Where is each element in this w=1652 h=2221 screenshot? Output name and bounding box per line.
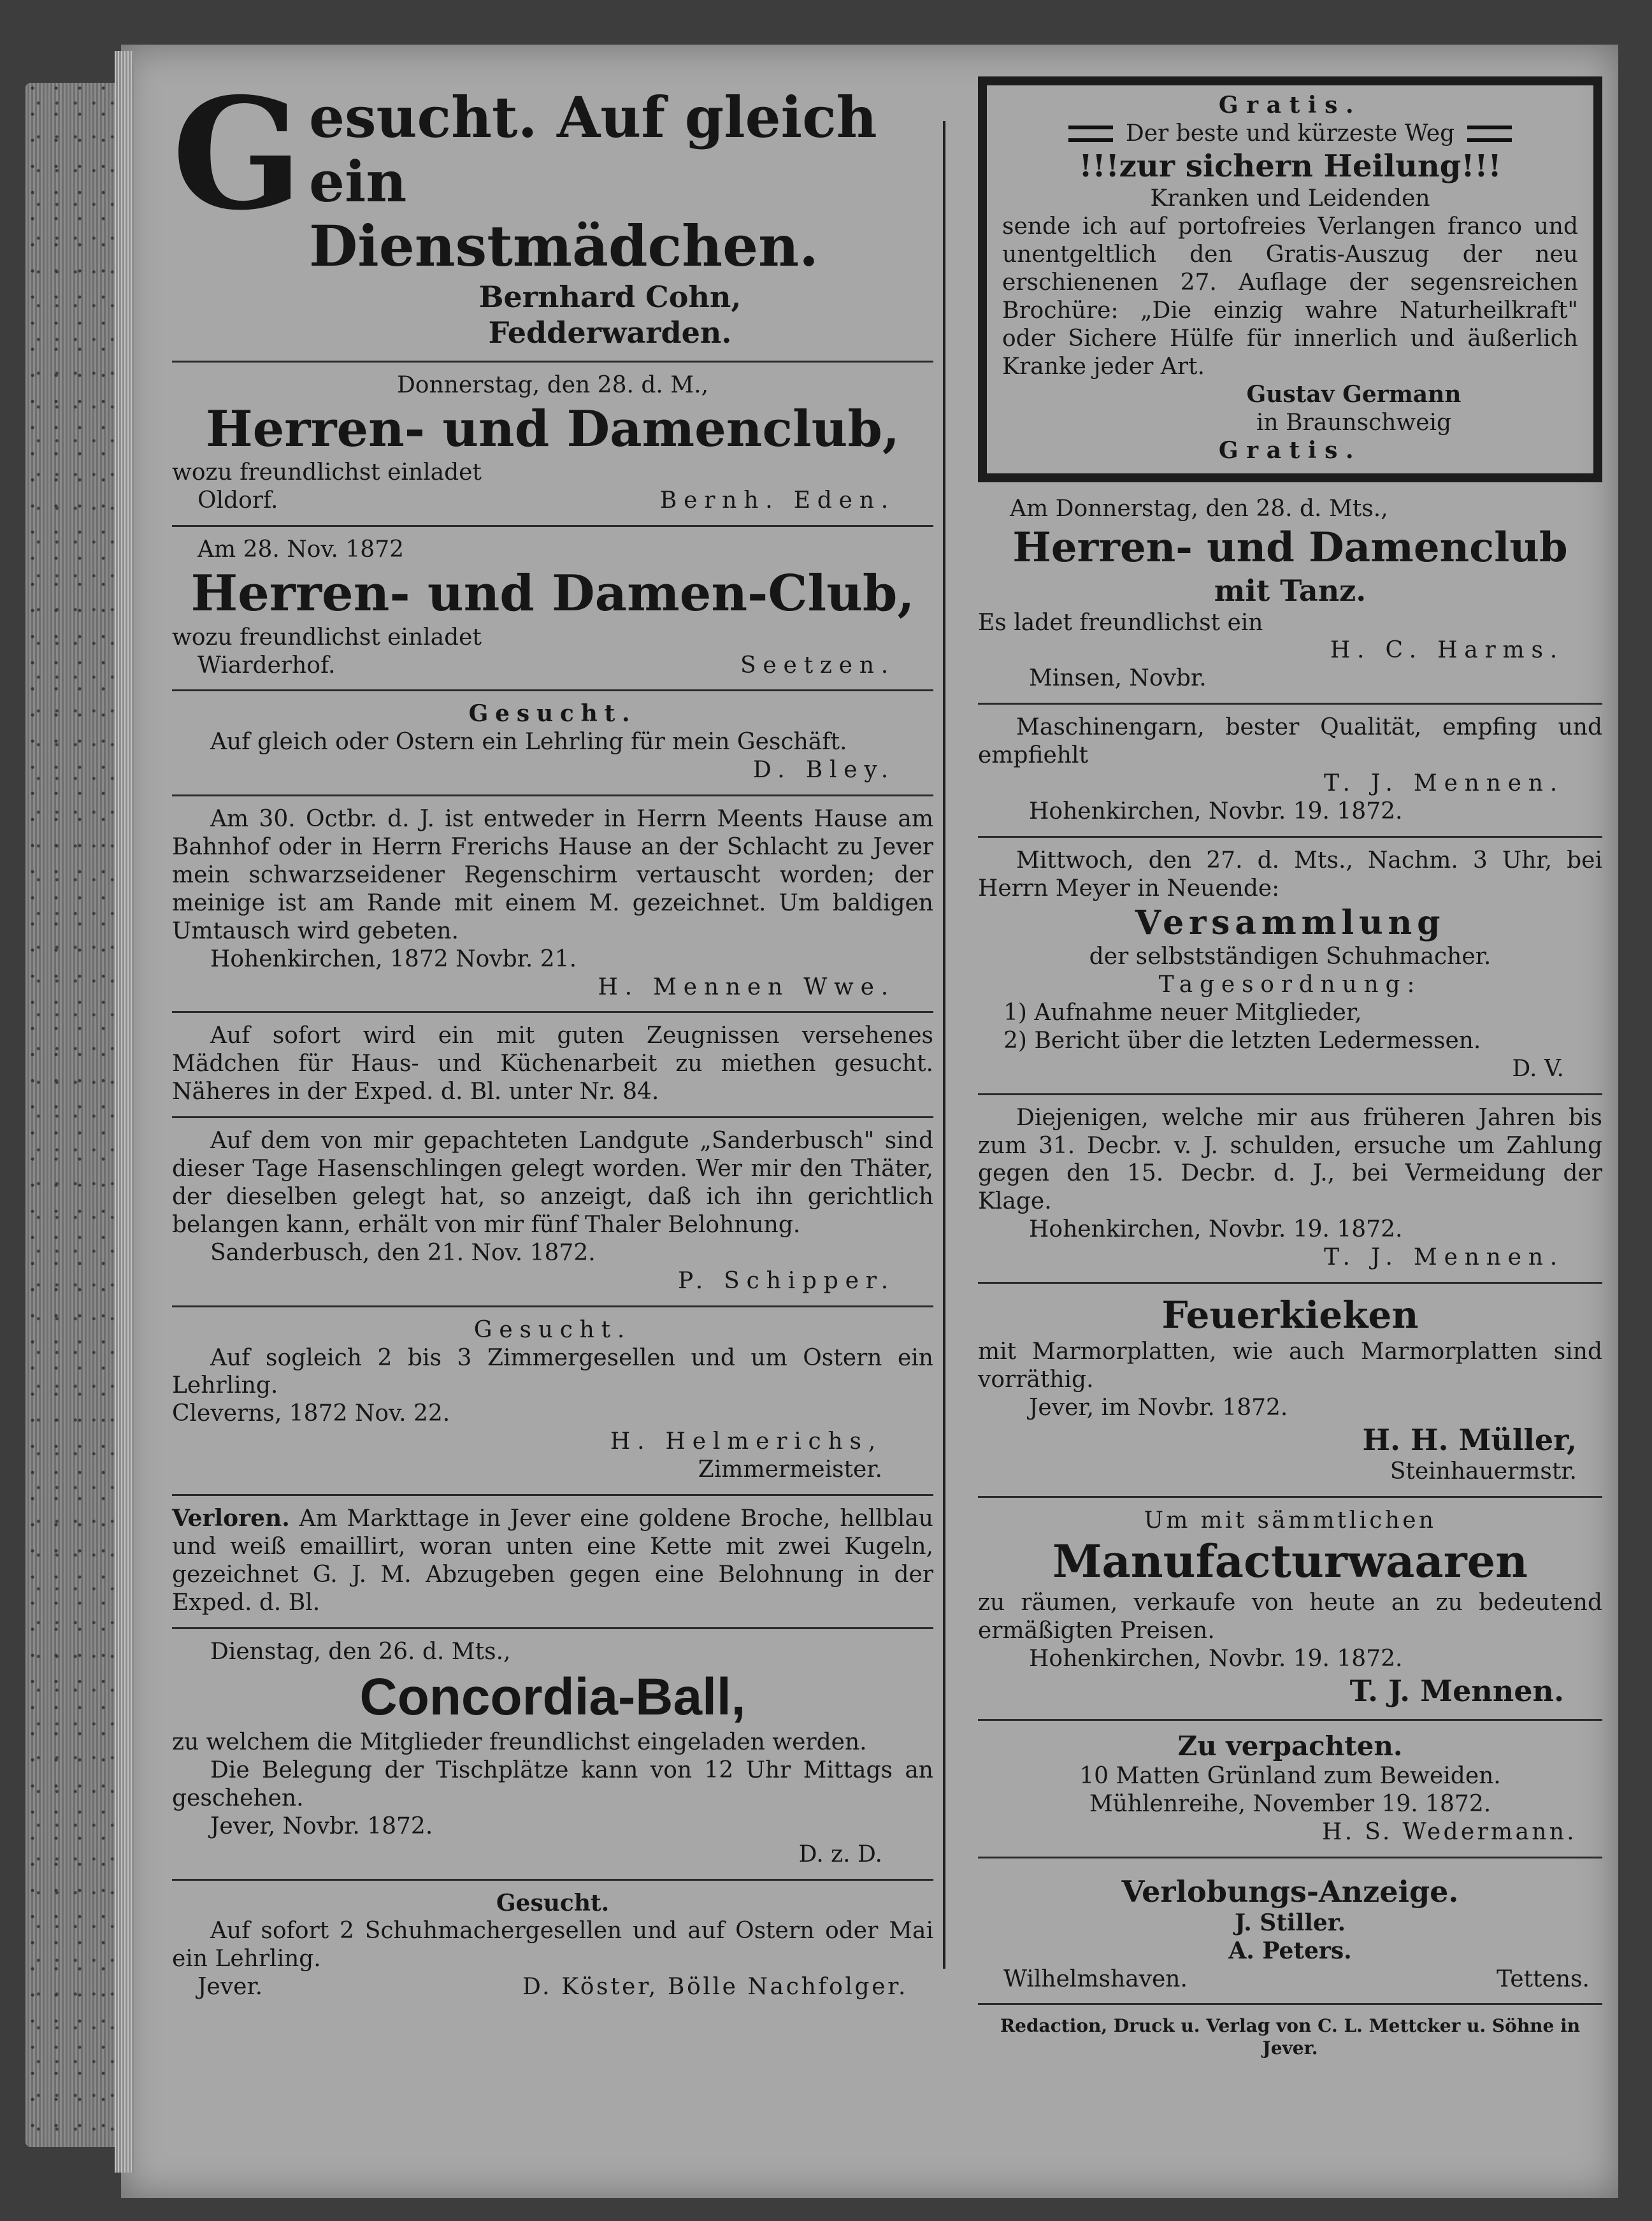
ad-body: sende ich auf portofreies Verlangen franco und unentgeltlich den Gratis-Auszug der neu erschienenen 27. Auflage der segensreichen Brochüre: „Die einzig wahre Naturheilkraft" oder Sichere Hülfe für innerlich und äußerlich Kranke jeder Art. (1002, 213, 1578, 380)
ad-body: Auf dem von mir gepachteten Landgute „Sanderbusch" sind dieser Tage Hasenschlingen gelegt worden. Wer mir den Thäter, der dieselben gelegt hat, so anzeigt, daß ich ihn gerichtlich belangen kann, erhält von mir fünf Thaler Belohnung. (172, 1128, 933, 1238)
ad-heading: Gesucht. (496, 1889, 610, 1916)
ad-body: Auf sofort 2 Schuhmachergesellen und auf Ostern oder Mai ein Lehrling. (172, 1918, 933, 1973)
ad-date: Am 28. Nov. 1872 (198, 536, 405, 563)
ad-date-2: Jever, Novbr. 1872. (210, 1813, 433, 1839)
right-column (978, 76, 1602, 2059)
ad-body: Mittwoch, den 27. d. Mts., Nachm. 3 Uhr, bei Herrn Meyer in Neuende: (978, 847, 1602, 902)
ad-agenda-item: 2) Bericht über die letzten Ledermessen. (1003, 1027, 1481, 1054)
ad-host: H. C. Harms. (1330, 637, 1564, 664)
ad-date: Hohenkirchen, Novbr. 19. 1872. (1029, 1216, 1403, 1243)
ad-signature: P. Schipper. (677, 1267, 895, 1294)
left-column (172, 64, 933, 2011)
ad-date: Am Donnerstag, den 28. d. Mts., (1010, 496, 1388, 522)
ad-signature: T. J. Mennen. (1349, 1673, 1564, 1708)
ad-place: Tettens. (1497, 1966, 1590, 1992)
ad-place: Minsen, Novbr. (1029, 665, 1207, 692)
ad-invite: Es ladet freundlichst ein (978, 609, 1263, 636)
ad-role: Steinhauermstr. (1390, 1458, 1577, 1484)
ad-date: Cleverns, 1872 Nov. 22. (172, 1400, 450, 1427)
ad-body: mit Marmorplatten, wie auch Marmorplatten sind vorräthig. (978, 1338, 1602, 1393)
ad-place: Wilhelmshaven. (1003, 1966, 1188, 1992)
ad-regenschirm (172, 796, 933, 1013)
ad-dienstmaedchen (172, 64, 933, 363)
ad-herrenclub-minsen (978, 486, 1602, 705)
ad-invite: wozu freundlichst einladet (172, 624, 482, 650)
ad-title: Manufacturwaaren (1052, 1535, 1528, 1588)
ad-sanderbusch (172, 1118, 933, 1307)
ad-signature: D. z. D. (798, 1841, 882, 1867)
ad-signature: Bernhard Cohn, (478, 279, 742, 314)
ad-title: Verlobungs-Anzeige. (1121, 1874, 1459, 1909)
ad-maedchen-nr84 (172, 1013, 933, 1118)
ad-body: 10 Matten Grünland zum Beweiden. (1079, 1762, 1501, 1789)
ad-date: Sanderbusch, den 21. Nov. 1872. (210, 1239, 596, 1266)
ad-title: Herren- und Damen-Club, (190, 564, 915, 622)
ad-date: Hohenkirchen, Novbr. 19. 1872. (1029, 798, 1403, 824)
ad-date: Jever, im Novbr. 1872. (1029, 1394, 1288, 1421)
ad-gratis-box (978, 76, 1602, 482)
ad-body: zu welchem die Mitglieder freundlichst eingeladen werden. (172, 1729, 867, 1755)
ad-signature: Gustav Germann (1246, 380, 1462, 408)
ad-place: Jever. (198, 1974, 263, 2001)
edge-speckle (25, 83, 121, 2147)
ad-body: Auf gleich oder Ostern ein Lehrling für mein Geschäft. (210, 729, 847, 756)
ad-maschinengarn (978, 705, 1602, 838)
ad-lead: Verloren. (172, 1505, 290, 1532)
ad-agenda-item: 1) Aufnahme neuer Mitglieder, (1003, 999, 1362, 1026)
ad-headline: esucht. Auf gleich ein Dienstmädchen. (308, 84, 877, 280)
ad-signature: T. J. Mennen. (1323, 1244, 1564, 1271)
column-divider (943, 121, 945, 1969)
ad-title: Zu verpachten. (1177, 1730, 1403, 1762)
ad-title: !!!zur sichern Heilung!!! (1079, 148, 1502, 184)
ad-signature: H. H. Müller, (1362, 1422, 1577, 1457)
ad-date: Mühlenreihe, November 19. 1872. (1089, 1790, 1491, 1817)
ad-signature: T. J. Mennen. (1323, 770, 1564, 797)
ad-place: Oldorf. (198, 487, 278, 514)
decorative-bar-icon (1467, 126, 1512, 142)
ad-signature: D. V. (1512, 1055, 1564, 1082)
ad-signature: D. Bley. (752, 757, 895, 784)
ad-place: Wiarderhof. (198, 652, 336, 679)
ad-date: Hohenkirchen, 1872 Novbr. 21. (210, 945, 577, 972)
ad-signature: H. Mennen Wwe. (598, 974, 895, 1000)
drop-cap: G (172, 64, 303, 244)
ad-verloren (172, 1496, 933, 1629)
ad-zimmergesellen (172, 1307, 933, 1496)
ad-damenclub-wiarderhof (172, 527, 933, 691)
ad-schulden (978, 1095, 1602, 1284)
gratis-bottom: Gratis. (1218, 436, 1362, 464)
gratis-top: Gratis. (1218, 92, 1362, 119)
ad-host: Seetzen. (740, 652, 895, 679)
ad-schuhmachergesellen (172, 1881, 933, 2012)
imprint: Redaction, Druck u. Verlag von C. L. Mettcker u. Söhne in Jever. (1000, 2015, 1581, 2059)
ad-heading: Gesucht. (473, 1316, 632, 1343)
ad-body: zu räumen, verkaufe von heute an zu bedeutend ermäßigten Preisen. (978, 1589, 1602, 1644)
ad-date: Hohenkirchen, Novbr. 19. 1872. (1029, 1645, 1403, 1672)
page-stack (115, 51, 134, 2173)
decorative-bar-icon (1068, 126, 1113, 142)
ad-invite: wozu freundlichst einladet (172, 459, 482, 486)
ad-agenda-heading: Tagesordnung: (1158, 972, 1422, 998)
ad-title: Herren- und Damenclub (1012, 524, 1568, 572)
ad-versammlung (978, 838, 1602, 1095)
ad-body: Auf sogleich 2 bis 3 Zimmergesellen und um Ostern ein Lehrling. (172, 1344, 933, 1399)
ad-subtitle: der selbstständigen Schuhmacher. (1089, 944, 1491, 970)
ad-signature: D. Köster, Bölle Nachfolger. (522, 1974, 908, 2001)
ad-feuerkieken (978, 1284, 1602, 1497)
ad-subtitle: mit Tanz. (1214, 573, 1367, 608)
ad-lead: Um mit sämmtlichen (1144, 1507, 1437, 1534)
ad-name: A. Peters. (1228, 1937, 1352, 1964)
ad-herrenclub-oldorf (172, 363, 933, 527)
ad-date: Dienstag, den 26. d. Mts., (210, 1638, 511, 1665)
ad-body: Diejenigen, welche mir aus früheren Jahren bis zum 31. Decbr. v. J. schulden, ersuche um Zahlung gegen den 15. Decbr. d. J., bei Vermeidung der Klage. (978, 1104, 1602, 1215)
ad-line-2: Kranken und Leidenden (1150, 185, 1430, 212)
ad-body: Am 30. Octbr. d. J. ist entweder in Herrn Meents Hause am Bahnhof oder in Herrn Frerichs Hause an der Schlacht zu Jever mein schwarzseidener Regenschirm vertauscht worden; der meinige ist am Rande mit einem M. gezeichnet. Um baldigen Umtausch wird gebeten. (172, 806, 933, 944)
ad-host: Bernh. Eden. (659, 487, 895, 514)
ad-place: in Braunschweig (1256, 409, 1452, 436)
ad-heading: Gesucht. (468, 700, 637, 728)
ad-body: Auf sofort wird ein mit guten Zeugnissen versehenes Mädchen für Haus- und Küchenarbeit zu miethen gesucht. Näheres in der Exped. d. Bl. unter Nr. 84. (172, 1023, 933, 1105)
ad-zu-verpachten (978, 1721, 1602, 1858)
ad-line: Der beste und kürzeste Weg (1125, 120, 1455, 147)
ad-signature: H. S. Wedermann. (1321, 1818, 1577, 1845)
ad-lehrling-bley (172, 691, 933, 796)
ad-place: Fedderwarden. (488, 315, 732, 350)
ad-signature: H. Helmerichs, (610, 1428, 882, 1455)
ad-title: Feuerkieken (1161, 1293, 1419, 1337)
ad-date: Donnerstag, den 28. d. M., (396, 371, 709, 398)
ad-body: Am Markttage in Jever eine goldene Broche, hellblau und weiß emaillirt, woran unten eine Kette mit zwei Kugeln, gezeichnet G. J. M. Abzugeben gegen eine Belohnung in der Exped. d. Bl. (172, 1506, 933, 1616)
ad-body-2: Die Belegung der Tischplätze kann von 12 Uhr Mittags an geschehen. (172, 1757, 933, 1811)
ad-title: Concordia-Ball, (359, 1667, 746, 1726)
book-edge (25, 83, 121, 2147)
ad-concordia-ball (172, 1629, 933, 1881)
ad-title: Herren- und Damenclub, (205, 399, 900, 458)
ad-role: Zimmermeister. (698, 1456, 882, 1483)
ad-manufacturwaaren (978, 1498, 1602, 1721)
ad-title: Versammlung (1135, 903, 1446, 942)
ad-verlobung (978, 1865, 1602, 2006)
ad-body: Maschinengarn, bester Qualität, empfing und empfiehlt (978, 714, 1602, 769)
ad-name: J. Stiller. (1234, 1909, 1346, 1936)
